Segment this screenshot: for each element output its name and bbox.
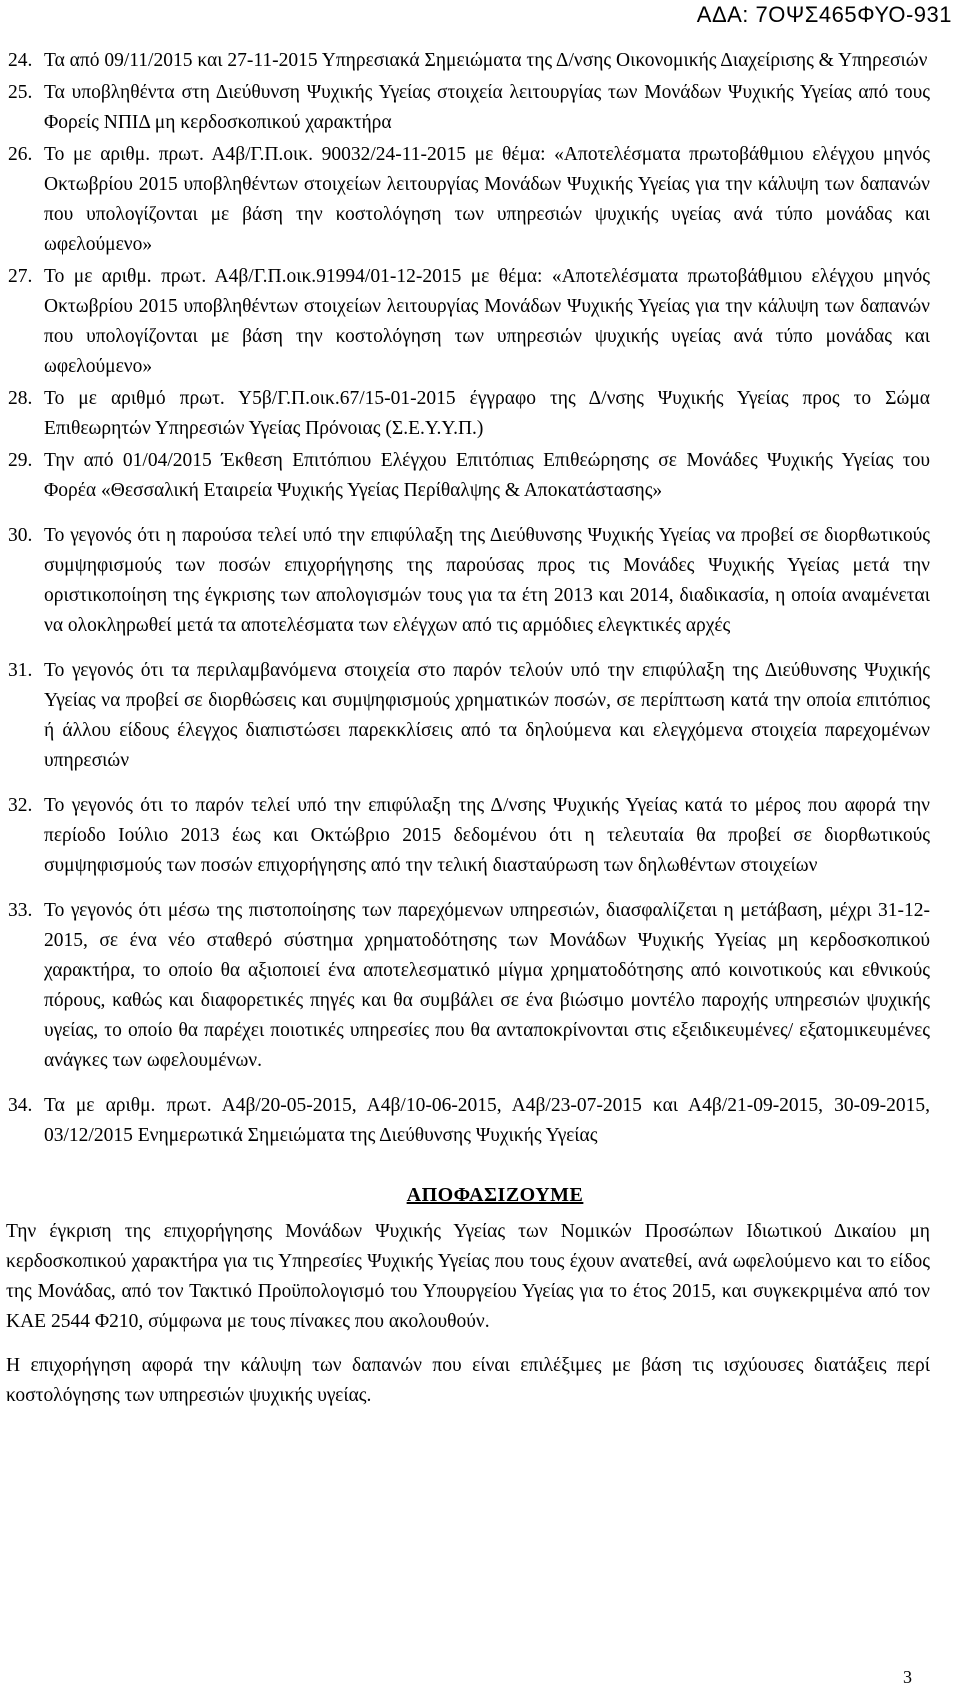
list-item-27 bbox=[0, 262, 930, 382]
item-text: Την από 01/04/2015 Έκθεση Επιτόπιου Ελέγχου Επιτόπιας Επιθεώρησης σε Μονάδες Ψυχικής Υγείας του Φορέα «Θεσσαλική Εταιρεία Ψυχικής Υγείας Περίθαλψης & Αποκατάστασης» bbox=[44, 450, 930, 501]
item-number: 27. bbox=[8, 266, 33, 287]
list-item-32 bbox=[0, 791, 930, 881]
decision-heading: ΑΠΟΦΑΣΙΖΟΥΜΕ bbox=[406, 1184, 584, 1206]
list-item-30 bbox=[0, 521, 930, 641]
document-body bbox=[0, 46, 930, 1411]
list-item-29 bbox=[0, 446, 930, 506]
list-item-25 bbox=[0, 78, 930, 138]
item-number: 34. bbox=[8, 1095, 33, 1116]
list-item-28 bbox=[0, 384, 930, 444]
list-item-34 bbox=[0, 1091, 930, 1151]
list-item-31 bbox=[0, 656, 930, 776]
item-text: Τα υποβληθέντα στη Διεύθυνση Ψυχικής Υγείας στοιχεία λειτουργίας των Μονάδων Ψυχικής Υγείας από τους Φορείς ΝΠΙΔ μη κερδοσκοπικού χαρακτήρα bbox=[44, 82, 930, 133]
item-text: Το γεγονός ότι μέσω της πιστοποίησης των παρεχόμενων υπηρεσιών, διασφαλίζεται η μετάβαση, μέχρι 31-12-2015, σε ένα νέο σταθερό σύστημα χρηματοδότησης των Μονάδων Ψυχικής Υγείας μη κερδοσκοπικού χαρακτήρα, το οποίο θα αξιοποιεί ένα αποτελεσματικό μίγμα χρηματοδότησης από κοινοτικούς και εθνικούς πόρους, καθώς και διαφορετικές πηγές και θα συμβάλει σε ένα βιώσιμο μοντέλο παροχής υπηρεσιών ψυχικής υγείας, το οποίο θα παρέχει ποιοτικές υπηρεσίες που θα ανταποκρίνονται στις εξειδικευμένες/ εξατομικευμένες ανάγκες των ωφελουμένων. bbox=[44, 900, 930, 1071]
item-text: Το γεγονός ότι το παρόν τελεί υπό την επιφύλαξη της Δ/νσης Ψυχικής Υγείας κατά το μέρος που αφορά την περίοδο Ιούλιο 2013 έως και Οκτώβριο 2015 δεδομένου ότι η τελευταία θα προβεί σε διορθωτικούς συμψηφισμούς των ποσών επιχορήγησης από την τελική διασταύρωση των δηλωθέντων στοιχείων bbox=[44, 795, 930, 876]
item-number: 31. bbox=[8, 660, 33, 681]
item-text: Το γεγονός ότι η παρούσα τελεί υπό την επιφύλαξη της Διεύθυνσης Ψυχικής Υγείας να προβεί σε διορθωτικούς συμψηφισμούς των ποσών επιχορήγησης της παρούσας προς τις Μονάδες Ψυχικής Υγείας μετά την οριστικοποίηση της έγκρισης των απολογισμών τους για τα έτη 2013 και 2014, διαδικασία, η οποία αναμένεται να ολοκληρωθεί μετά τα αποτελέσματα των ελέγχων από τις αρμόδιες ελεγκτικές αρχές bbox=[44, 525, 930, 636]
item-text: Τα με αριθμ. πρωτ. Α4β/20-05-2015, Α4β/10-06-2015, Α4β/23-07-2015 και Α4β/21-09-2015, 30-09-2015, 03/12/2015 Ενημερωτικά Σημειώματα της Διεύθυνσης Ψυχικής Υγείας bbox=[44, 1095, 930, 1146]
list-item-33 bbox=[0, 896, 930, 1076]
item-number: 24. bbox=[8, 50, 33, 71]
item-text: Το με αριθμό πρωτ. Υ5β/Γ.Π.οικ.67/15-01-2015 έγγραφο της Δ/νσης Ψυχικής Υγείας προς το Σώμα Επιθεωρητών Υπηρεσιών Υγείας Πρόνοιας (Σ.Ε.Υ.Υ.Π.) bbox=[44, 388, 930, 439]
page-number: 3 bbox=[903, 1667, 912, 1687]
item-number: 26. bbox=[8, 144, 33, 165]
item-number: 32. bbox=[8, 795, 33, 816]
item-number: 30. bbox=[8, 525, 33, 546]
ada-code: ΑΔΑ: 7ΟΨΣ465ΦΥΟ-931 bbox=[696, 2, 952, 27]
item-text: Το γεγονός ότι τα περιλαμβανόμενα στοιχεία στο παρόν τελούν υπό την επιφύλαξη της Διεύθυνσης Ψυχικής Υγείας να προβεί σε διορθώσεις και συμψηφισμούς χρηματικών ποσών, σε περίπτωση κατά την οποία επιτόπιος ή άλλου είδους έλεγχος διαπιστώσει παρεκκλίσεις από τα δηλούμενα και ελεγχόμενα στοιχεία παρεχομένων υπηρεσιών bbox=[44, 660, 930, 771]
decision-paragraph: Την έγκριση της επιχορήγησης Μονάδων Ψυχικής Υγείας των Νομικών Προσώπων Ιδιωτικού Δικαίου μη κερδοσκοπικού χαρακτήρα για τις Υπηρεσίες Ψυχικής Υγείας που τους έχουν ανατεθεί, ανά ωφελούμενο και το είδος της Μονάδας, από τον Τακτικό Προϋπολογισμό του Υπουργείου Υγείας για το έτος 2015, και συγκεκριμένα από τον ΚΑΕ 2544 Φ210, σύμφωνα με τους πίνακες που ακολουθούν. bbox=[6, 1221, 930, 1332]
funding-paragraph: Η επιχορήγηση αφορά την κάλυψη των δαπανών που είναι επιλέξιμες με βάση τις ισχύουσες διατάξεις περί κοστολόγησης των υπηρεσιών ψυχικής υγείας. bbox=[6, 1355, 930, 1406]
item-number: 25. bbox=[8, 82, 33, 103]
item-text: Το με αριθμ. πρωτ. Α4β/Γ.Π.οικ. 90032/24-11-2015 με θέμα: «Αποτελέσματα πρωτοβάθμιου ελέγχου μηνός Οκτωβρίου 2015 υποβληθέντων στοιχείων λειτουργίας Μονάδων Ψυχικής Υγείας για την κάλυψη των δαπανών που υπολογίζονται με βάση την κοστολόγηση των υπηρεσιών ψυχικής υγείας ανά τύπο μονάδας και ωφελούμενο» bbox=[44, 144, 930, 255]
item-number: 28. bbox=[8, 388, 33, 409]
item-number: 33. bbox=[8, 900, 33, 921]
item-number: 29. bbox=[8, 450, 33, 471]
item-text: Το με αριθμ. πρωτ. Α4β/Γ.Π.οικ.91994/01-12-2015 με θέμα: «Αποτελέσματα πρωτοβάθμιου ελέγχου μηνός Οκτωβρίου 2015 υποβληθέντων στοιχείων λειτουργίας Μονάδων Ψυχικής Υγείας για την κάλυψη των δαπανών που υπολογίζονται με βάση την κοστολόγηση των υπηρεσιών ψυχικής υγείας ανά τύπο μονάδας και ωφελούμενο» bbox=[44, 266, 930, 377]
list-item-26 bbox=[0, 140, 930, 260]
list-item-24 bbox=[0, 46, 930, 76]
item-text: Τα από 09/11/2015 και 27-11-2015 Υπηρεσιακά Σημειώματα της Δ/νσης Οικονομικής Διαχείρισης & Υπηρεσιών bbox=[44, 50, 928, 71]
